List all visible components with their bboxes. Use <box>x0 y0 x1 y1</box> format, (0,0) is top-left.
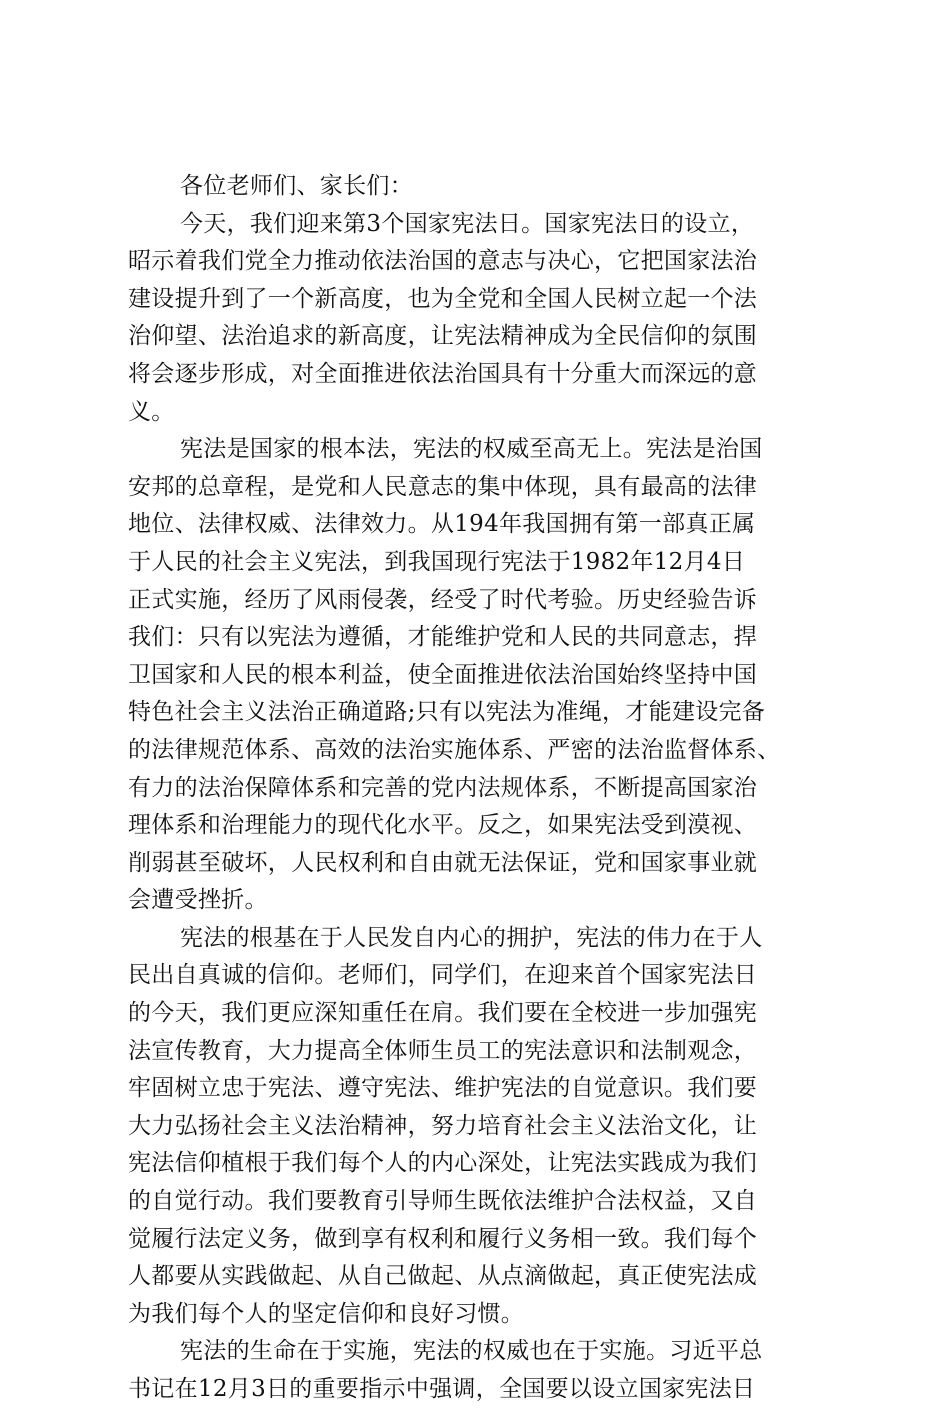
paragraph-line: 书记在12月3日的重要指示中强调，全国要以设立国家宪法日 <box>128 1376 756 1402</box>
paragraph-line: 于人民的社会主义宪法，到我国现行宪法于1982年12月4日 <box>128 548 746 575</box>
paragraph-line: 的自觉行动。我们要教育引导师生既依法维护合法权益，又自 <box>128 1188 758 1215</box>
paragraph-line: 宪法的根基在于人民发自内心的拥护，宪法的伟力在于人 <box>180 924 763 951</box>
paragraph-line: 为我们每个人的坚定信仰和良好习惯。 <box>128 1300 525 1327</box>
paragraph-line: 人都要从实践做起、从自己做起、从点滴做起，真正使宪法成 <box>128 1263 758 1290</box>
paragraph-line: 今天，我们迎来第3个国家宪法日。国家宪法日的设立， <box>180 210 755 237</box>
paragraph-line: 民出自真诚的信仰。老师们，同学们，在迎来首个国家宪法日 <box>128 962 758 989</box>
paragraph-line: 宪法的生命在于实施，宪法的权威也在于实施。习近平总 <box>180 1338 763 1365</box>
salutation-line: 各位老师们、家长们： <box>180 173 413 199</box>
paragraph-line: 法宣传教育，大力提高全体师生员工的宪法意识和法制观念， <box>128 1037 758 1064</box>
paragraph-line: 正式实施，经历了风雨侵袭，经受了时代考验。历史经验告诉 <box>128 586 758 613</box>
paragraph-line: 将会逐步形成，对全面推进依法治国具有十分重大而深远的意 <box>128 360 758 387</box>
paragraph-line: 有力的法治保障体系和完善的党内法规体系，不断提高国家治 <box>128 774 758 801</box>
paragraph-line: 卫国家和人民的根本利益，使全面推进依法治国始终坚持中国 <box>128 661 758 688</box>
paragraph-line: 削弱甚至破坏，人民权利和自由就无法保证，党和国家事业就 <box>128 849 758 876</box>
paragraph-line: 觉履行法定义务，做到享有权利和履行义务相一致。我们每个 <box>128 1225 758 1252</box>
paragraph-line: 义。 <box>128 398 175 425</box>
paragraph-line: 宪法信仰植根于我们每个人的内心深处，让宪法实践成为我们 <box>128 1150 758 1177</box>
paragraph-line: 会遭受挫折。 <box>128 887 268 914</box>
paragraph-line: 地位、法律权威、法律效力。从194年我国拥有第一部真正属 <box>128 511 756 538</box>
paragraph-line: 的法律规范体系、高效的法治实施体系、严密的法治监督体系、 <box>128 736 781 763</box>
paragraph-line: 牢固树立忠于宪法、遵守宪法、维护宪法的自觉意识。我们要 <box>128 1075 758 1102</box>
paragraph-line: 特色社会主义法治正确道路;只有以宪法为准绳，才能建设完备 <box>128 699 766 726</box>
paragraph-line: 大力弘扬社会主义法治精神，努力培育社会主义法治文化，让 <box>128 1112 758 1139</box>
speech-body <box>128 168 828 1409</box>
paragraph-line: 的今天，我们更应深知重任在肩。我们要在全校进一步加强宪 <box>128 1000 758 1027</box>
paragraph-line: 建设提升到了一个新高度，也为全党和全国人民树立起一个法 <box>128 285 758 312</box>
paragraph-line: 宪法是国家的根本法，宪法的权威至高无上。宪法是治国 <box>180 436 763 463</box>
paragraph-line: 理体系和治理能力的现代化水平。反之，如果宪法受到漠视、 <box>128 812 758 839</box>
paragraph-line: 治仰望、法治追求的新高度，让宪法精神成为全民信仰的氛围 <box>128 323 758 350</box>
paragraph-line: 我们：只有以宪法为遵循，才能维护党和人民的共同意志，捍 <box>128 624 758 651</box>
paragraph-line: 昭示着我们党全力推动依法治国的意志与决心，它把国家法治 <box>128 248 758 275</box>
paragraph-line: 安邦的总章程，是党和人民意志的集中体现，具有最高的法律 <box>128 473 758 500</box>
